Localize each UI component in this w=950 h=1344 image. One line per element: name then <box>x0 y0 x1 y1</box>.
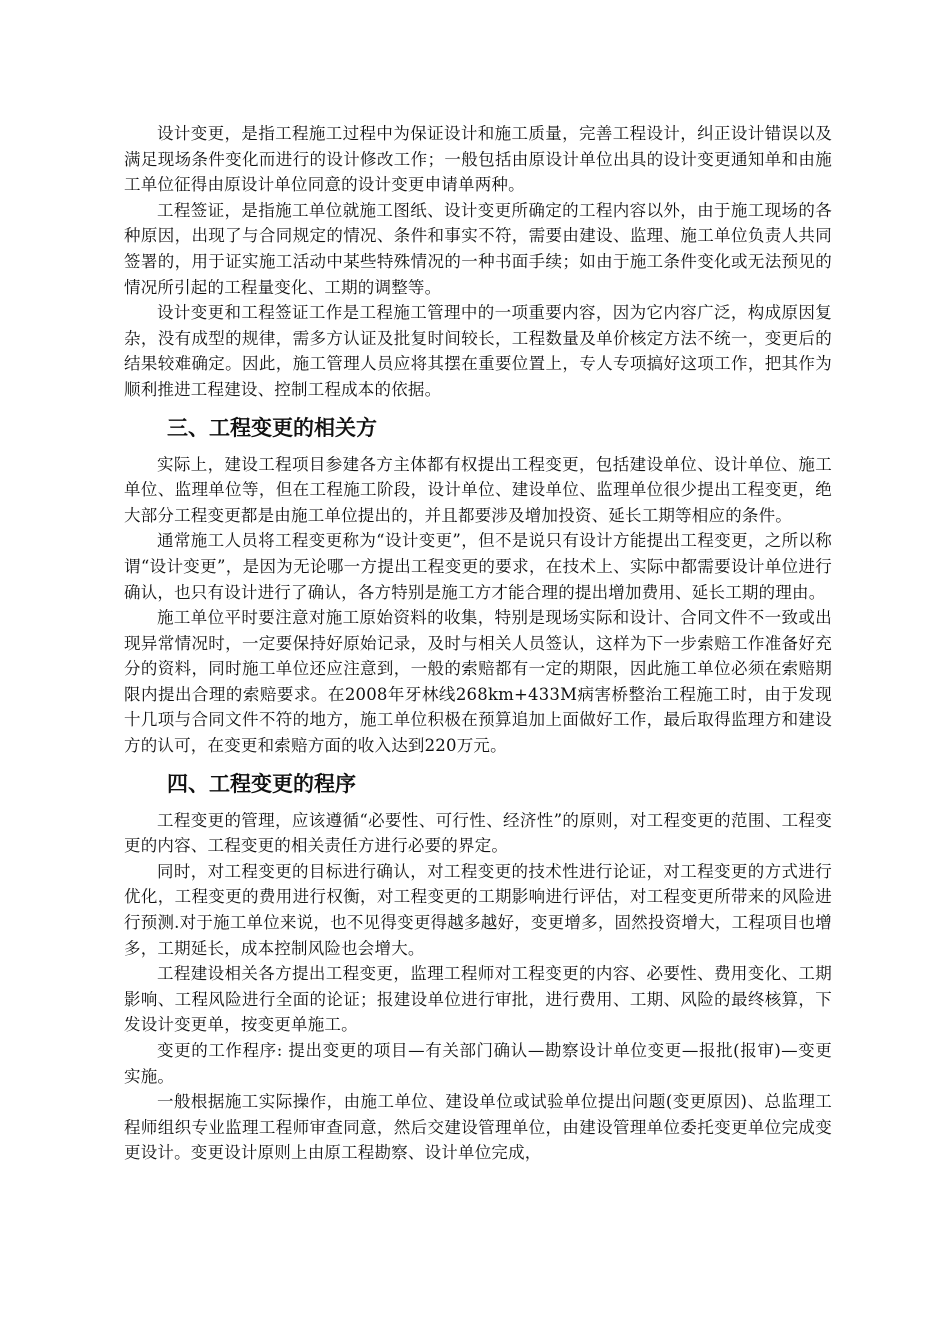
paragraph-supervision-review: 工程建设相关各方提出工程变更，监理工程师对工程变更的内容、必要性、费用变化、工期影响、工程风险进行全面的论证；报建设单位进行审批，进行费用、工期、风险的最终核算，下发设计变更单，按变更单施工。 <box>124 964 832 1035</box>
paragraph-parties-rights: 实际上，建设工程项目参建各方主体都有权提出工程变更，包括建设单位、设计单位、施工单位、监理单位等，但在工程施工阶段，设计单位、建设单位、监理单位很少提出工程变更，绝大部分工程变更都是由施工单位提出的，并且都要涉及增加投资、延长工期等相应的条件。 <box>124 454 832 525</box>
paragraph-claims-records: 施工单位平时要注意对施工原始资料的收集，特别是现场实际和设计、合同文件不一致或出现异常情况时，一定要保持好原始记录，及时与相关人员签认，这样为下一步索赔工作准备好充分的资料，同时施工单位还应注意到，一般的索赔都有一定的期限，因此施工单位必须在索赔期限内提出合理的索赔要求。在2008年牙林线268km+433M病害桥整治工程施工时，由于发现十几项与合同文件不符的地方，施工单位积极在预算追加上面做好工作，最后取得监理方和建设方的认可，在变更和索赔方面的收入达到220万元。 <box>124 608 832 756</box>
paragraph-change-management-importance: 设计变更和工程签证工作是工程施工管理中的一项重要内容，因为它内容广泛，构成原因复杂，没有成型的规律，需多方认证及批复时间较长，工程数量及单价核定方法不统一，变更后的结果较难确定。因此，施工管理人员应将其摆在重要位置上，专人专项搞好这项工作，把其作为顺利推进工程建设、控制工程成本的依据。 <box>124 303 832 399</box>
paragraph-design-change-naming: 通常施工人员将工程变更称为“设计变更”，但不是说只有设计方能提出工程变更，之所以称谓“设计变更”，是因为无论哪一方提出工程变更的要求，在技术上、实际中都需要设计单位进行确认，也只有设计进行了确认，各方特别是施工方才能合理的提出增加费用、延长工期的理由。 <box>124 531 832 602</box>
document-body <box>124 121 832 1166</box>
paragraph-practical-operation: 一般根据施工实际操作，由施工单位、建设单位或试验单位提出问题(变更原因)、总监理工程师组织专业监理工程师审查同意，然后交建设管理单位，由建设管理单位委托变更单位完成变更设计。变更设计原则上由原工程勘察、设计单位完成， <box>124 1092 832 1163</box>
paragraph-change-evaluation: 同时，对工程变更的目标进行确认，对工程变更的技术性进行论证，对工程变更的方式进行优化，工程变更的费用进行权衡，对工程变更的工期影响进行评估，对工程变更所带来的风险进行预测.对于施工单位来说，也不见得变更得越多越好，变更增多，固然投资增大，工程项目也增多，工期延长，成本控制风险也会增大。 <box>124 861 832 958</box>
paragraph-change-principles: 工程变更的管理，应该遵循“必要性、可行性、经济性”的原则，对工程变更的范围、工程变更的内容、工程变更的相关责任方进行必要的界定。 <box>124 810 832 856</box>
paragraph-design-change-definition: 设计变更，是指工程施工过程中为保证设计和施工质量，完善工程设计，纠正设计错误以及满足现场条件变化而进行的设计修改工作；一般包括由原设计单位出具的设计变更通知单和由施工单位征得由原设计单位同意的设计变更申请单两种。 <box>124 124 832 195</box>
paragraph-work-procedure: 变更的工作程序: 提出变更的项目—有关部门确认—勘察设计单位变更—报批(报审)—变更实施。 <box>124 1041 832 1086</box>
paragraph-engineering-visa-definition: 工程签证，是指施工单位就施工图纸、设计变更所确定的工程内容以外，由于施工现场的各种原因，出现了与合同规定的情况、条件和事实不符，需要由建设、监理、施工单位负责人共同签署的，用于证实施工活动中某些特殊情况的一种书面手续；如由于施工条件变化或无法预见的情况所引起的工程量变化、工期的调整等。 <box>124 200 832 297</box>
section-heading-related-parties: 三、工程变更的相关方 <box>167 415 377 440</box>
section-heading-change-procedure: 四、工程变更的程序 <box>167 771 356 796</box>
